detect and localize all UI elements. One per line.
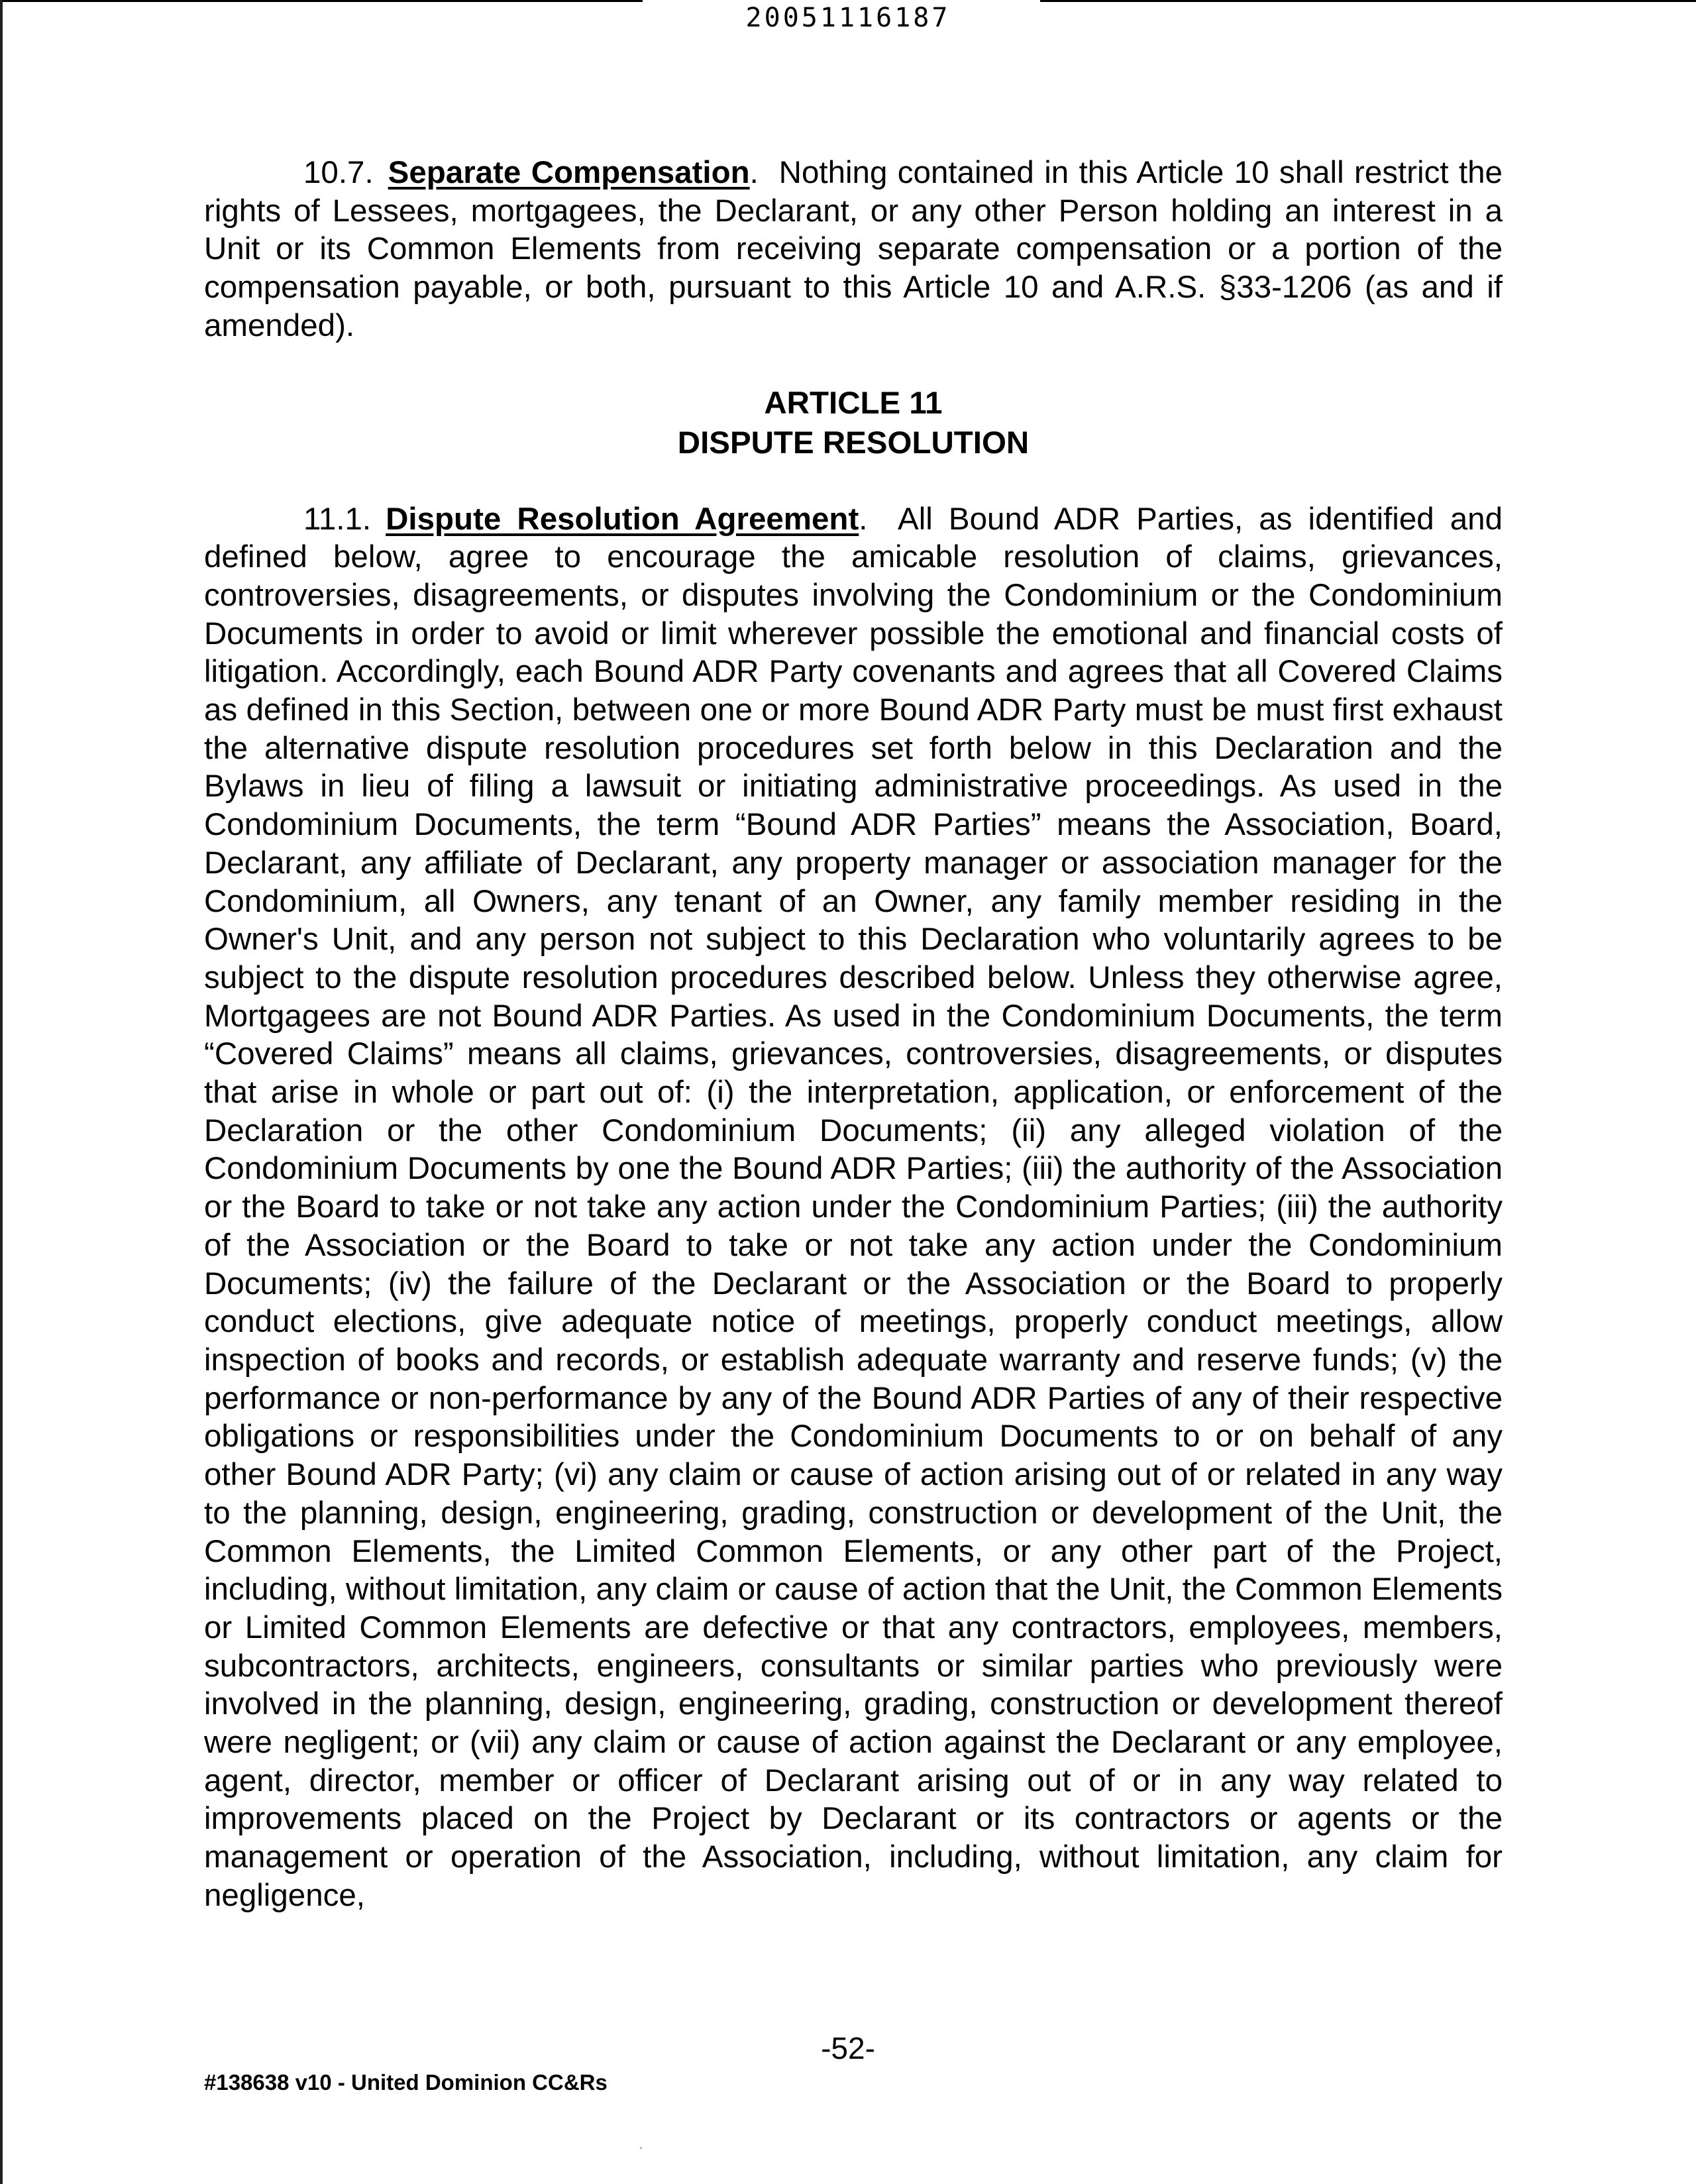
footer-document-id: #138638 v10 - United Dominion CC&Rs	[204, 2070, 608, 2095]
section-number: 11.1.	[303, 501, 372, 537]
article-heading	[204, 384, 1503, 463]
article-title: DISPUTE RESOLUTION	[677, 425, 1030, 461]
section-number: 10.7.	[303, 155, 374, 190]
section-body: Nothing contained in this Article 10 shall restrict the rights of Lessees, mortgagees, the Declarant, or any other Person holding an interest in a Unit or its Common Elements from receiving separate compensation or a portion of the compensation payable, or both, pursuant to this Article 10 and A.R.S. §33-1206 (as and if amended).	[204, 155, 1503, 343]
scan-left-edge	[0, 0, 3, 2184]
document-body	[204, 154, 1503, 1915]
heading-period: .	[859, 501, 868, 537]
heading-period: .	[749, 155, 759, 190]
scan-speck	[640, 2147, 642, 2149]
section-heading: Separate Compensation	[388, 155, 750, 190]
recording-number: 20051116187	[745, 3, 951, 33]
page-number: -52-	[821, 2031, 875, 2065]
section-heading: Dispute Resolution Agreement	[386, 501, 859, 537]
section-11-1	[204, 500, 1503, 1915]
section-body: All Bound ADR Parties, as identified and defined below, agree to encourage the amicable resolution of claims, grievances, controversies, disagreements, or disputes involving the Condominium or the Condominium Documents in order to avoid or limit wherever possible the emotional and financial costs of litigation. Accordingly, each Bound ADR Party covenants and agrees that all Covered Claims as defined in this Section, between one or more Bound ADR Party must be must first exhaust the alternative dispute resolution procedures set forth below in this Declaration and the Bylaws in lieu of filing a lawsuit or initiating administrative proceedings. As used in the Condominium Documents, the term “Bound ADR Parties” means the Association, Board, Declarant, any affiliate of Declarant, any property manager or association manager for the Condominium, all Owners, any tenant of an Owner, any family member residing in the Owner's Unit, and any person not subject to this Declaration who voluntarily agrees to be subject to the dispute resolution procedures described below. Unless they otherwise agree, Mortgagees are not Bound ADR Parties. As used in the Condominium Documents, the term “Covered Claims” means all claims, grievances, controversies, disagreements, or disputes that arise in whole or part out of: (i) the interpretation, application, or enforcement of the Declaration or the other Condominium Documents; (ii) any alleged violation of the Condominium Documents by one the Bound ADR Parties; (iii) the authority of the Association or the Board to take or not take any action under the Condominium Parties; (iii) the authority of the Association or the Board to take or not take any action under the Condominium Documents; (iv) the failure of the Declarant or the Association or the Board to properly conduct elections, give adequate notice of meetings, properly conduct meetings, allow inspection of books and records, or establish adequate warranty and reserve funds; (v) the performance or non-performance by any of the Bound ADR Parties of any of their respective obligations or responsibilities under the Condominium Documents to or on behalf of any other Bound ADR Party; (vi) any claim or cause of action arising out of or related in any way to the planning, design, engineering, grading, construction or development of the Unit, the Common Elements, the Limited Common Elements, or any other part of the Project, including, without limitation, any claim or cause of action that the Unit, the Common Elements or Limited Common Elements are defective or that any contractors, employees, members, subcontractors, architects, engineers, consultants or similar parties who previously were involved in the planning, design, engineering, grading, construction or development thereof were negligent; or (vii) any claim or cause of action against the Declarant or any employee, agent, director, member or officer of Declarant arising out of or in any way related to improvements placed on the Project by Declarant or its contractors or agents or the management or operation of the Association, including, without limitation, any claim for negligence,	[204, 501, 1503, 1913]
top-border-rule-left	[0, 0, 643, 2]
article-label: ARTICLE 11	[764, 385, 943, 421]
top-border-rule-right	[1040, 0, 1696, 2]
section-10-7	[204, 154, 1503, 345]
